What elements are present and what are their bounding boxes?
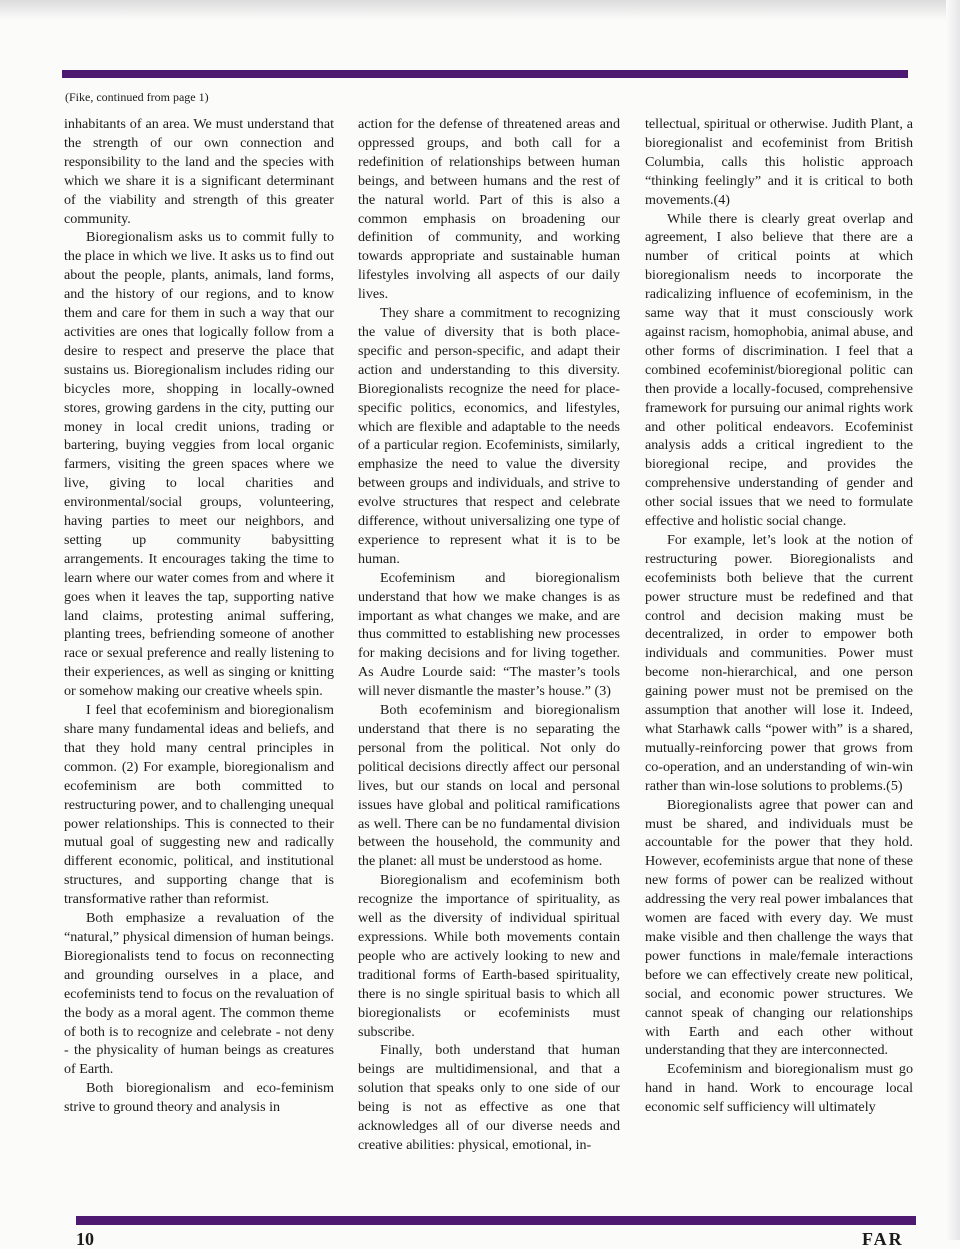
paragraph: While there is clearly great overlap and agreement, I also believe that there are a number of critical points at which bioregionalism needs to incorporate the radicalizing influence of ecofeminism, in the same way that it must consciously work against racism, homophobia, animal abuse, and other forms of discrimination. I feel that a combined ecofeminist/bioregional politic can then provide a locally-focused, comprehensive framework for pursuing our animal rights work and other political endeavors. Ecofeminist analysis adds a critical ingredient to the bioregional recipe, and provides the comprehensive understanding of gender and other social issues that we need to formulate effective and holistic social change. [645, 210, 913, 530]
paragraph: Both bioregionalism and eco-feminism strive to ground theory and analysis in [64, 1080, 334, 1116]
publication-title: FAR [862, 1229, 904, 1249]
paragraph: Finally, both understand that human beings are multidimensional, and that a solution that speaks only to one side of our being is not as effective as one that acknowledges all of our diverse needs and creative abilities: physical, emotional, in- [358, 1042, 620, 1153]
page-number: 10 [76, 1229, 94, 1249]
paragraph: Bioregionalism and ecofeminism both recognize the importance of spirituality, as well as the diversity of individual spiritual expressions. While both movements contain people who are actively looking to new and traditional forms of Earth-based spirituality, there is no single spiritual basis to which all bioregionalists or ecofeminists must subscribe. [358, 872, 620, 1040]
column-1 [64, 115, 334, 1117]
column-3 [645, 115, 913, 1117]
bottom-rule [76, 1216, 916, 1225]
scan-edge-right [946, 0, 960, 1240]
paragraph: Both emphasize a revaluation of the “natural,” physical dimension of human beings. Bioregionalists tend to focus on reconnecting and grounding ourselves in a place, and ecofeminists tend to focus on the revaluation of the body as a moral agent. The common theme of both is to recognize and celebrate - not deny - the physicality of human beings as creatures of Earth. [64, 910, 334, 1078]
paragraph: Ecofeminism and bioregionalism must go hand in hand. Work to encourage local economic self sufficiency will ultimately [645, 1061, 913, 1116]
paragraph: Both ecofeminism and bioregionalism understand that there is no separating the personal from the political. Not only do political decisions directly affect our personal lives, but our stands on local and personal issues have global and political ramifications as well. There can be no fundamental division between the household, the community and the planet: all must be understood as home. [358, 702, 620, 870]
paragraph: I feel that ecofeminism and bioregionalism share many fundamental ideas and beliefs, and that they hold many central principles in common. (2) For example, bioregionalism and ecofeminism are both committed to restructuring power, and to challenging unequal power relationships. This is connected to their mutual goal of suggesting new and radically different economic, political, and institutional structures, and supporting change that is transformative rather than reformist. [64, 702, 334, 908]
paragraph: They share a commitment to recognizing the value of diversity that is both place-specific and person-specific, and adapt their action and understanding to this diversity. Bioregionalists recognize the need for place-specific politics, economics, and lifestyles, which are flexible and adaptable to the needs of a particular region. Ecofeminists, similarly, emphasize the need to value the diversity between groups and individuals, and strive to evolve structures that respect and celebrate difference, without universalizing one type of experience to represent what it is to be human. [358, 305, 620, 567]
paragraph: action for the defense of threatened areas and oppressed groups, and both call for a redefinition of relationships between human beings, and between humans and the rest of the natural world. Part of this is also a common emphasis on broadening our definition of community, and working towards appropriate and sustainable human lifestyles involving all aspects of our daily lives. [358, 116, 620, 303]
paragraph: For example, let’s look at the notion of restructuring power. Bioregionalists and ecofeminists both believe that the current power structure must be redefined and that control and decision making must be decentralized, in order to empower both individuals and communities. Power must become non-hierarchical, and one person gaining power must not be premised on the assumption that another will lose it. Indeed, what Starhawk calls “power with” is a shared, mutually-reinforcing power that grows from co-operation, and an understanding of win-win rather than win-lose solutions to problems.(5) [645, 531, 913, 794]
column-2 [358, 115, 620, 1155]
paragraph: inhabitants of an area. We must understand that the strength of our own connection and responsibility to the land and the species with which we share it is a significant determinant of the viability and strength of this greater community. [64, 116, 334, 227]
paragraph: Bioregionalists agree that power can and must be shared, and individuals must be accountable for the power that they hold. However, ecofeminists argue that none of these new forms of power can be realized without addressing the very real power imbalances that women are faced with every day. We must make visible and then challenge the ways that power functions in male/female interactions before we can effectively create new political, social, and economic power structures. We cannot speak of changing our relationships with Earth and each other without understanding that they are interconnected. [645, 796, 913, 1059]
paragraph: Ecofeminism and bioregionalism understand that how we make changes is as important as what changes we make, and are thus committed to establishing new processes for making decisions and for living together. As Audre Lourde said: “The master’s tools will never dismantle the master’s house.” (3) [358, 569, 620, 700]
paragraph: Bioregionalism asks us to commit fully to the place in which we live. It asks us to find out about the people, plants, animals, land forms, and the history of our regions, and to know them and care for them in such a way that our activities are ones that logically follow from a desire to respect and preserve the place that sustains us. Bioregionalism includes riding our bicycles more, shopping in locally-owned stores, growing gardens in the city, putting our money in local credit unions, trading or bartering, buying veggies from local organic farmers, visiting the green spaces where we live, giving to local charities and environmental/social groups, volunteering, having parties to meet our neighbors, and setting up community babysitting arrangements. It encourages taking the time to learn where our water comes from and where it goes when it leaves the tap, supporting native land claims, protesting animal suffering, planting trees, befriending someone of another race or sexual preference and really listening to their experiences, as well as singing or knitting or somehow making our creative wheels spin. [64, 229, 334, 700]
scan-edge-top [0, 0, 960, 20]
top-rule [62, 70, 908, 78]
paragraph: tellectual, spiritual or otherwise. Judith Plant, a bioregionalist and ecofeminist from British Columbia, calls this holistic approach “thinking feelingly” and it is critical to both movements.(4) [645, 116, 913, 208]
continued-note: (Fike, continued from page 1) [65, 90, 209, 104]
